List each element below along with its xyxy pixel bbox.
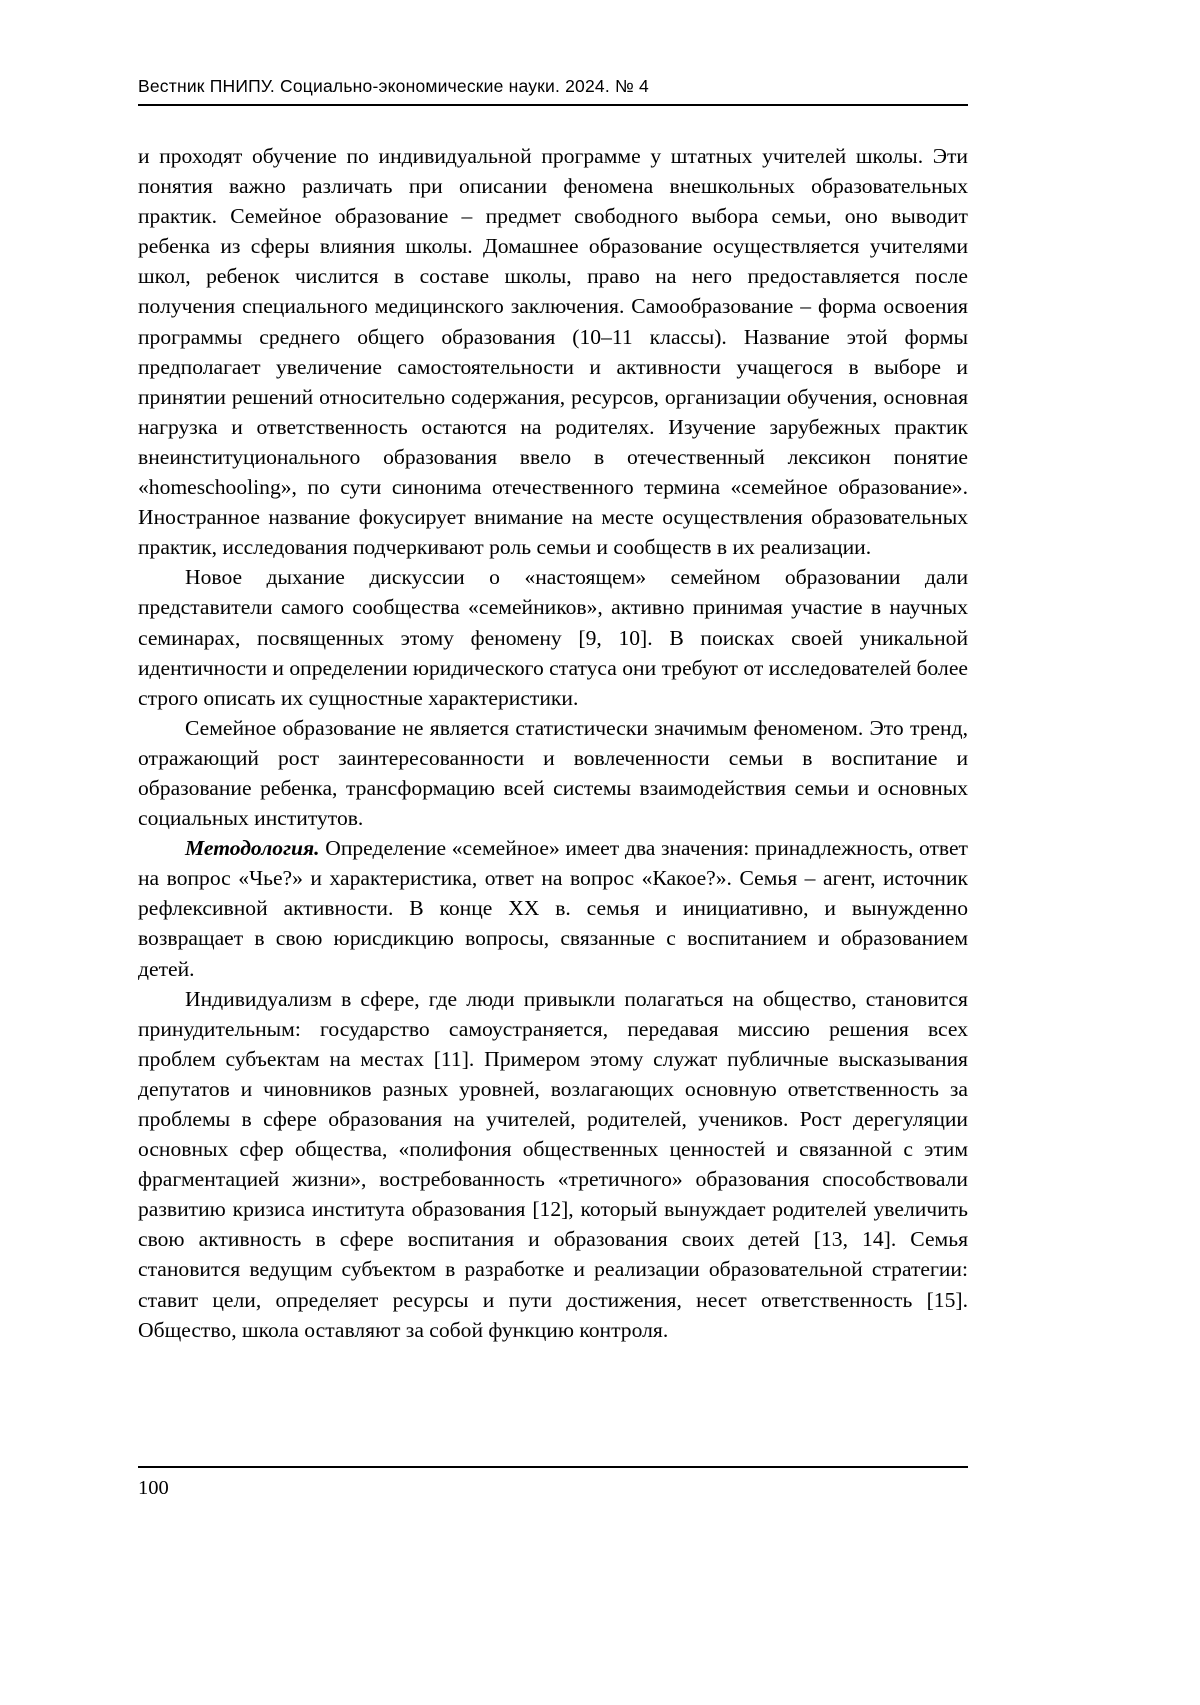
- header-rule: [138, 104, 968, 106]
- paragraph: Новое дыхание дискуссии о «настоящем» семейном образовании дали представители самого сообщества «семейников», активно принимая участие в научных семинарах, посвященных этому феномену [9, 10]. В поисках своей уникальной идентичности и определении юридического статуса они требуют от исследователей более строго описать их сущностные характеристики.: [138, 565, 968, 710]
- paragraph-lead: Методология.: [185, 836, 320, 861]
- paragraph: Методология. Определение «семейное» имеет два значения: принадлежность, ответ на вопрос «Чье?» и характеристика, ответ на вопрос «Какое?». Семья – агент, источник рефлексивной активности. В конце XX в. семья и инициативно, и вынужденно возвращает в свою юрисдикцию вопросы, связанные с воспитанием и образованием детей.: [138, 836, 968, 981]
- paragraph: Индивидуализм в сфере, где люди привыкли полагаться на общество, становится принудительным: государство самоустраняется, передавая миссию решения всех проблем субъектам на местах [11]. Примером этому служат публичные высказывания депутатов и чиновников разных уровней, возлагающих основную ответственность за проблемы в сфере образования на учителей, родителей, учеников. Рост дерегуляции основных сфер общества, «полифония общественных ценностей и связанной с этим фрагментацией жизни», востребованность «третичного» образования способствовали развитию кризиса института образования [12], который вынуждает родителей увеличить свою активность в сфере воспитания и образования своих детей [13, 14]. Семья становится ведущим субъектом в разработке и реализации образовательной стратегии: ставит цели, определяет ресурсы и пути достижения, несет ответственность [15]. Общество, школа оставляют за собой функцию контроля.: [138, 986, 968, 1342]
- paragraph: и проходят обучение по индивидуальной программе у штатных учителей школы. Эти понятия важно различать при описании феномена внешкольных образовательных практик. Семейное образование – предмет свободного выбора семьи, оно выводит ребенка из сферы влияния школы. Домашнее образование осуществляется учителями школ, ребенок числится в составе школы, право на него предоставляется после получения специального медицинского заключения. Самообразование – форма освоения программы среднего общего образования (10–11 классы). Название этой формы предполагает увеличение самостоятельности и активности учащегося в выборе и принятии решений относительно содержания, ресурсов, организации обучения, основная нагрузка и ответственность остаются на родителях. Изучение зарубежных практик внеинституционального образования ввело в отечественный лексикон понятие «homeschooling», по сути синонима отечественного термина «семейное образование». Иностранное название фокусирует внимание на месте осуществления образовательных практик, исследования подчеркивают роль семьи и сообществ в их реализации.: [138, 144, 968, 560]
- running-head: Вестник ПНИПУ. Социально-экономические науки. 2024. № 4: [138, 76, 649, 96]
- footer-rule: [138, 1466, 968, 1468]
- article-body: [138, 141, 968, 1345]
- paragraph: Семейное образование не является статистически значимым феноменом. Это тренд, отражающий рост заинтересованности и вовлеченности семьи в воспитание и образование ребенка, трансформацию всей системы взаимодействия семьи и основных социальных институтов.: [138, 715, 968, 831]
- page-number: 100: [138, 1477, 169, 1499]
